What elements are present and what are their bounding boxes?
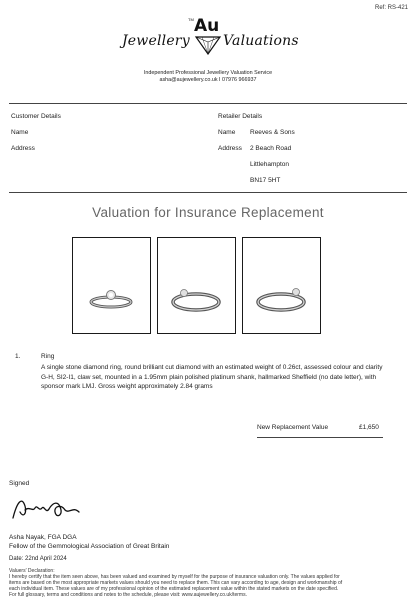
brand-contact: asha@aujewellery.co.uk I 07976 966937	[159, 77, 257, 83]
customer-name-label: Name	[11, 129, 29, 136]
divider	[257, 437, 383, 438]
retailer-heading: Retailer Details	[218, 113, 263, 120]
retailer-name-value: Reeves & Sons	[250, 129, 295, 136]
reference-number: Ref: RS-421	[374, 5, 408, 11]
declaration-line: For full glossary, terms and conditions and notes to the schedule, please visit: www.aujewellery.co.uk/terms.	[9, 592, 247, 598]
replacement-value-label: New Replacement Value	[257, 424, 329, 431]
valuation-date: Date: 22nd April 2024	[9, 556, 67, 562]
brand-right-text: Valuations	[223, 33, 299, 49]
retailer-address-line: 2 Beach Road	[250, 145, 292, 152]
customer-heading: Customer Details	[11, 113, 61, 120]
brand-logo	[0, 15, 416, 61]
ring-photo	[242, 237, 321, 334]
retailer-address-line: BN17 5HT	[250, 177, 281, 184]
signature-image	[9, 492, 89, 526]
diamond-icon	[193, 33, 223, 55]
item-number: 1.	[15, 353, 21, 360]
ring-photo	[157, 237, 236, 334]
retailer-name-label: Name	[218, 129, 236, 136]
item-description: A single stone diamond ring, round brilliant cut diamond with an estimated weight of 0.26ct, assessed colour and clarity G-H, SI2-I1, claw set, mounted in a 1.95mm plain polished platinum shank, hallmarked Sheffield (no date letter), with sponsor mark LMJ. Gross weight approximately 2.84 grams	[41, 364, 383, 390]
document-title: Valuation for Insurance Replacement	[92, 205, 324, 220]
customer-address-label: Address	[11, 145, 35, 152]
replacement-value: £1,650	[359, 424, 379, 431]
ring-photo	[72, 237, 151, 334]
trademark-mark: TM	[188, 17, 194, 22]
brand-au-text: Au	[194, 16, 220, 36]
signed-label: Signed	[9, 480, 30, 487]
brand-left-text: Jewellery	[122, 33, 190, 49]
item-name: Ring	[41, 353, 55, 360]
declaration-line: I hereby certify that the item seen above, has been valued and examined by myself for the purpose of insurance valuation only. The values applied for	[9, 574, 340, 580]
declaration-line: each individual item. These values are of my professional opinion of the estimated replacement value within the stated markets on the date specified.	[9, 586, 339, 592]
brand-tagline: Independent Professional Jewellery Valuation Service	[143, 70, 273, 76]
declaration-line: items are based on the most appropriate markets values should you need to replace them. This can vary according to age, design and workmanship of	[9, 580, 343, 586]
declaration	[9, 568, 409, 598]
valuer-name: Asha Nayak, FGA DGA	[9, 534, 77, 541]
divider	[9, 103, 407, 104]
retailer-address-line: Littlehampton	[250, 161, 290, 168]
divider	[9, 192, 407, 193]
valuer-fellowship: Fellow of the Gemmological Association of Great Britain	[9, 543, 170, 550]
declaration-heading: Valuers' Declaration:	[9, 568, 55, 574]
retailer-address-label: Address	[218, 145, 242, 152]
